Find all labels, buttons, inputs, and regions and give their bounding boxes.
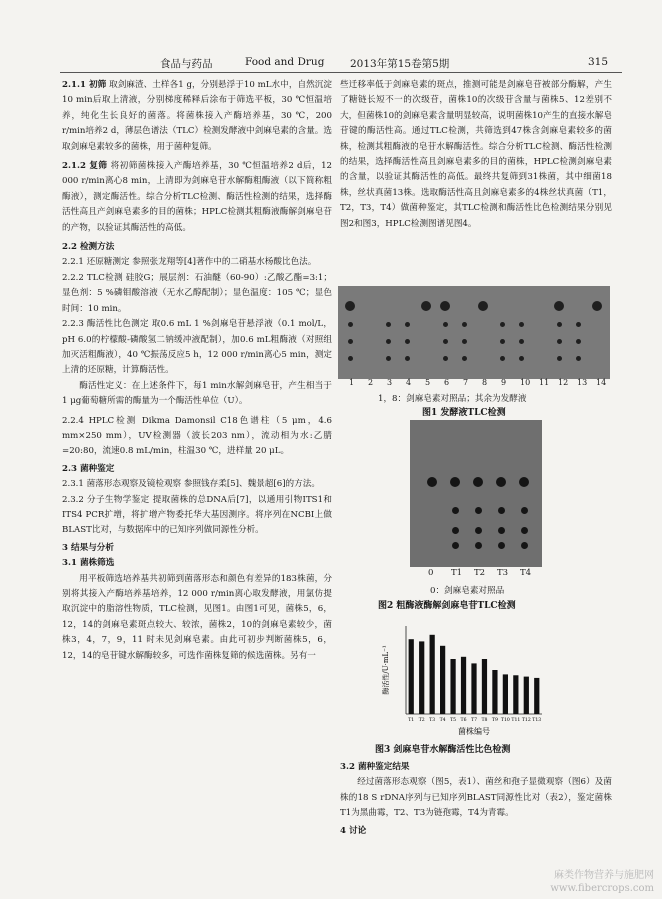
heading-3: 3 结果与分析 xyxy=(62,542,114,553)
section-2-2-4: 2.2.4 HPLC检测 Dikma Damonsil C18色谱柱（5 μm，4.6 mm×250 mm），UV检测器（波长203 nm），流动相为水:乙腈=20:80，流速0.8 mL/min，柱温30 ℃，进样量 20 μL。 xyxy=(62,415,332,457)
journal-en: Food and Drug xyxy=(245,56,325,68)
tlc-spot xyxy=(519,322,524,327)
tlc-spot xyxy=(462,339,467,344)
lane-label: 10 xyxy=(520,378,531,387)
tlc-spot xyxy=(557,356,562,361)
x-tick-label: T6 xyxy=(460,718,467,723)
bar xyxy=(471,663,476,714)
tlc-spot xyxy=(519,477,529,487)
enzyme-definition: 酶活性定义：在上述条件下，每1 min水解剑麻皂苷，产生相当于1 μg葡萄糖所需的酶量为一个酶活性单位（U）。 xyxy=(62,380,332,407)
tlc-spot xyxy=(452,527,459,534)
section-2-2-3: 2.2.3 酶活性比色测定 取0.6 mL 1 %剑麻皂苷悬浮液（0.1 mol/L，pH 6.0的柠檬酸-磷酸氢二钠缓冲液配制），加0.6 mL粗酶液（对照组加灭活粗酶液），40 ℃振荡反应5 h，12 000 r/min离心5 min，测定上清的还原糖，计算酶活性。 xyxy=(62,319,332,376)
tlc-spot xyxy=(521,542,528,549)
journal-cn: 食品与药品 xyxy=(160,58,213,70)
lane-label: 11 xyxy=(539,378,550,387)
tlc-spot xyxy=(452,542,459,549)
heading-2-3: 2.3 菌种鉴定 xyxy=(62,463,115,474)
section-2-3-1: 2.3.1 菌落形态观察及镜检观察 参照钱存柔[5]、魏景超[6]的方法。 xyxy=(62,479,320,490)
tlc-spot xyxy=(450,477,460,487)
figure-1-caption: 图1 发酵液TLC检测 xyxy=(422,408,506,418)
continuation-text: 些迁移率低于剑麻皂素的斑点，推测可能是剑麻皂苷被部分酶解，产生了糖链长短不一的次级苷，菌株10的次级苷含量与菌株5、12差别不大，但菌株10的剑麻皂素含量明显较高，说明菌株10产生的直接水解皂苷键的酶活性高。通过TLC检测，共筛选到47株含剑麻皂素较多的菌株，检测其粗酶液的皂苷水解酶活性。综合分析TLC检测、酶活性检测的结果，选择酶活性高且剑麻皂素多的目的菌株，HPLC检测剑麻皂素的含量，以验证其酶活性的高低。最终共复筛到31株菌，其中细菌18株，丝状真菌13株。选取酶活性高且剑麻皂素多的4株丝状真菌（T1，T2，T3，T4）做菌种鉴定，其TLC检测和酶活性比色检测结果分别见图2和图3，HPLC检测图谱见图4。 xyxy=(340,80,612,229)
x-tick-label: T12 xyxy=(521,718,531,723)
tlc-spot xyxy=(348,339,353,344)
tlc-spot xyxy=(473,477,483,487)
section-2-1-1: 2.1.1 初筛 取剑麻渣、土样各1 g，分别悬浮于10 mL水中，自然沉淀10 min后取上清液，分别梯度稀释后涂布于筛选平板，30 ℃恒温培养，纯化生长良好的菌落。将菌株接入产酶培养基，30 ℃，200 r/min培养2 d，薄层色谱法（TLC）检测发酵液中剑麻皂素的含量。选取剑麻皂素较多的菌株，用于菌种复筛。 xyxy=(62,80,333,152)
lane-label: 0 xyxy=(428,568,434,578)
x-tick-label: T8 xyxy=(481,718,488,723)
bar xyxy=(450,659,455,714)
tlc-spot xyxy=(557,339,562,344)
bar xyxy=(419,641,424,714)
tlc-spot xyxy=(478,301,488,311)
x-tick-label: T4 xyxy=(439,718,446,723)
tlc-spot xyxy=(592,301,602,311)
tlc-spot xyxy=(500,322,505,327)
y-axis-label: 酶活性/U·mL⁻¹ xyxy=(382,645,390,695)
heading-3-2: 3.2 菌种鉴定结果 xyxy=(340,762,410,772)
lane-label: 3 xyxy=(387,378,393,387)
lane-label: T4 xyxy=(520,568,532,578)
tlc-spot xyxy=(498,527,505,534)
tlc-spot xyxy=(475,527,482,534)
bar xyxy=(409,639,414,714)
tlc-spot xyxy=(452,507,459,514)
lane-label: 8 xyxy=(482,378,488,387)
section-3-2 xyxy=(340,760,612,839)
heading-2-2: 2.2 检测方法 xyxy=(62,242,115,253)
left-column xyxy=(62,78,332,664)
tlc-spot xyxy=(519,339,524,344)
figure-2-tlc-plate xyxy=(410,420,542,567)
tlc-spot xyxy=(496,477,506,487)
tlc-spot xyxy=(443,356,448,361)
heading-4: 4 讨论 xyxy=(340,825,367,836)
tlc-spot xyxy=(443,339,448,344)
figure-2-caption: 图2 粗酶液酶解剑麻皂苷TLC检测 xyxy=(378,601,516,611)
heading-3-1: 3.1 菌株筛选 xyxy=(62,558,115,569)
bar xyxy=(440,646,445,714)
lane-label: 2 xyxy=(368,378,374,387)
tlc-spot xyxy=(386,322,391,327)
tlc-spot xyxy=(345,301,355,311)
bar xyxy=(461,657,466,714)
tlc-spot xyxy=(500,356,505,361)
section-2-3-2: 2.3.2 分子生物学鉴定 提取菌株的总DNA后[7]，以通用引物ITS1和ITS4 PCR扩增，将扩增产物委托华大基因测序。将序列在NCBI上做BLAST比对，与数据库中的已知序列做同源性分析。 xyxy=(62,494,332,536)
bar xyxy=(482,659,487,714)
tlc-spot xyxy=(576,339,581,344)
figure-1-tlc-plate xyxy=(338,286,610,379)
x-tick-label: T10 xyxy=(500,718,510,723)
tlc-spot xyxy=(348,356,353,361)
x-tick-label: T3 xyxy=(429,718,436,723)
tlc-spot xyxy=(557,322,562,327)
lane-label: T1 xyxy=(451,568,463,578)
page-number: 315 xyxy=(588,56,609,68)
tlc-spot xyxy=(405,356,410,361)
figure-2-note: 0：剑麻皂素对照品 xyxy=(430,586,505,596)
bar xyxy=(503,674,508,714)
tlc-spot xyxy=(554,301,564,311)
bar xyxy=(492,670,497,714)
tlc-spot xyxy=(348,322,353,327)
section-3-2-text: 经过菌落形态观察（图5，表1）、菌丝和孢子显微观察（图6）及菌株的18 S rDNA序列与已知序列BLAST同源性比对（表2），鉴定菌株T1为黑曲霉，T2、T3为链孢霉，T4为青霉。 xyxy=(340,777,612,819)
section-3-1-text: 用平板筛选培养基共初筛到菌落形态和颜色有差异的183株菌，分别将其接入产酶培养基培养，12 000 r/min离心取发酵液，用氯仿提取沉淀中的脂溶性物质，TLC检测，见图1。由图1可见，菌株5，6，12，14的剑麻皂素斑点较大、较浓，菌株2，10的剑麻皂素较少，菌株3，4，7，9，11 时未见剑麻皂素。由此可初步判断菌株5，6，12，14的皂苷键水解酶较多，可选作菌株复筛的候选菌株。另有一 xyxy=(62,573,332,661)
bar xyxy=(534,678,539,714)
tlc-spot xyxy=(386,339,391,344)
figure-3-caption: 图3 剑麻皂苷水解酶活性比色检测 xyxy=(375,745,511,755)
tlc-spot xyxy=(440,301,450,311)
lane-label: 1 xyxy=(349,378,355,387)
tlc-spot xyxy=(498,507,505,514)
running-header xyxy=(60,56,622,73)
x-axis-label: 菌株编号 xyxy=(458,727,490,736)
issue: 2013年第15卷第5期 xyxy=(350,58,450,70)
bar xyxy=(513,675,518,714)
tlc-spot xyxy=(405,322,410,327)
tlc-spot xyxy=(500,339,505,344)
tlc-spot xyxy=(519,356,524,361)
bar xyxy=(524,677,529,714)
watermark: 麻类作物营养与施肥网 www.fibercrops.com xyxy=(550,870,654,894)
tlc-spot xyxy=(521,507,528,514)
lane-label: 7 xyxy=(463,378,469,387)
x-tick-label: T7 xyxy=(471,718,477,723)
bar xyxy=(430,635,435,714)
tlc-spot xyxy=(521,527,528,534)
lane-label: 9 xyxy=(501,378,507,387)
tlc-spot xyxy=(475,542,482,549)
tlc-spot xyxy=(405,339,410,344)
tlc-spot xyxy=(462,356,467,361)
figure-3-bar-chart xyxy=(380,620,550,740)
x-tick-label: T5 xyxy=(450,718,457,723)
tlc-spot xyxy=(427,477,437,487)
lane-label: 4 xyxy=(406,378,412,387)
section-2-2-1: 2.2.1 还原糖测定 参照张龙翔等[4]著作中的二硝基水杨酸比色法。 xyxy=(62,257,317,268)
right-column xyxy=(340,78,612,232)
tlc-spot xyxy=(498,542,505,549)
tlc-spot xyxy=(475,507,482,514)
tlc-spot xyxy=(462,322,467,327)
figure-1-note: 1，8：剑麻皂素对照品；其余为发酵液 xyxy=(378,394,527,404)
section-2-1-2: 2.1.2 复筛 将初筛菌株接入产酶培养基，30 ℃恒温培养2 d后，12 000 r/min离心8 min，上清即为剑麻皂苷水解酶粗酶液（以下简称粗酶液），测定酶活性。综合分析TLC检测、酶活性检测的结果，选择酶活性高且产剑麻皂素多的目的菌株；HPLC检测其粗酶液酶解剑麻皂苷的产物，以验证其酶活性的高低。 xyxy=(62,161,333,233)
tlc-spot xyxy=(386,356,391,361)
tlc-spot xyxy=(576,322,581,327)
x-tick-label: T1 xyxy=(408,718,415,723)
lane-label: T2 xyxy=(474,568,486,578)
lane-label: 14 xyxy=(596,378,607,387)
lane-label: T3 xyxy=(497,568,509,578)
tlc-spot xyxy=(421,301,431,311)
lane-label: 6 xyxy=(444,378,450,387)
x-tick-label: T9 xyxy=(491,718,498,723)
section-2-2-2: 2.2.2 TLC检测 硅胶G；展层剂：石油醚（60-90）:乙酸乙酯=3:1；显色剂：5 %磷钼酸溶液（无水乙醇配制）；显色温度：105 ℃；显色时间：10 min。 xyxy=(62,272,332,314)
x-tick-label: T13 xyxy=(532,718,542,723)
x-tick-label: T2 xyxy=(418,718,425,723)
tlc-spot xyxy=(576,356,581,361)
lane-label: 5 xyxy=(425,378,431,387)
lane-label: 13 xyxy=(577,378,588,387)
lane-label: 12 xyxy=(558,378,569,387)
tlc-spot xyxy=(443,322,448,327)
x-tick-label: T11 xyxy=(511,718,521,723)
